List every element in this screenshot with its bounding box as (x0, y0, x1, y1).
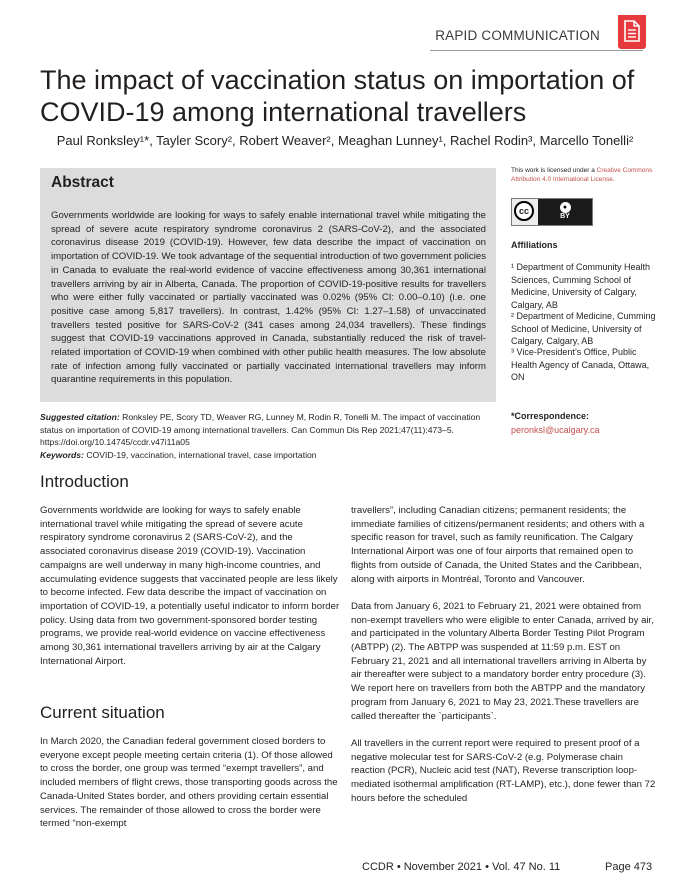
journal-footer: CCDR • November 2021 • Vol. 47 No. 11 (362, 861, 561, 873)
current-situation-text: In March 2020, the Canadian federal government closed borders to everyone except people meeting certain criteria (1). Of those allowed to cross the border, one group was termed “exempt travellers”, and included members of flight crews, those transporting goods across the Canada-United States border, and others providing certain essential services. The remainder of those allowed to cross the border were termed “non-exempt (40, 736, 338, 830)
correspondence-email[interactable]: peronksl@ucalgary.ca (511, 425, 600, 435)
cc-icon: cc (514, 201, 534, 221)
right-column (351, 504, 656, 819)
license-link[interactable]: Creative Commons Attribution 4.0 International License (511, 167, 653, 183)
affiliations-heading: Affiliations (511, 240, 558, 250)
correspondence-label: *Correspondence: (511, 411, 590, 421)
introduction-heading: Introduction (40, 472, 129, 491)
by-icon: ● BY (538, 199, 592, 225)
paragraph: All travellers in the current report were required to present proof of a negative molecular test for SARS-CoV-2 (e.g. Polymerase chain reaction (PCR), Nucleic acid test (NAT), Reverse transcription loop-mediated isothermal amplification (RT-LAMP), etc.), done fewer than 72 hours before the scheduled (351, 737, 656, 804)
article-title: The impact of vaccination status on importation of COVID-19 among international travellers (40, 65, 635, 127)
page-number: Page 473 (605, 861, 653, 873)
current-situation-heading: Current situation (40, 703, 165, 722)
paragraph: Data from January 6, 2021 to February 21, 2021 were obtained from non-exempt travellers who were eligible to enter Canada, arrived by air, and participated in the voluntary Alberta Border Testing Pilot Program (ABTPP) (2). The ABTPP was suspended at 11:59 p.m. EST on February 21, 2021 and all international travellers arriving in Alberta by air thereafter were subject to a mandatory border entry procedure (3). We report here on travellers from both the ABTPP and the mandatory program from January 6, 2021 to May 23, 2021.These travellers are called thereafter the `participants`. (351, 600, 654, 722)
affiliation-1: ¹ Department of Community Health Sciences, Cumming School of Medicine, University of Calgary, Calgary, AB (511, 262, 651, 310)
document-icon (618, 15, 646, 49)
license-note: This work is licensed under a Creative Commons Attribution 4.0 International License. (511, 167, 653, 183)
affiliation-2: ² Department of Medicine, Cumming School of Medicine, University of Calgary, Calgary, AB (511, 311, 656, 347)
paragraph: travellers”, including Canadian citizens; permanent residents; the immediate families of citizens/permanent residents; and others with a specific reason for travel, such as family reunification. The Calgary International Airport was one of four airports that remained open to flights from outside of Canada, the United States and the Caribbean, along with airports in Montréal, Toronto and Vancouver. (351, 505, 645, 585)
cc-by-badge[interactable] (511, 198, 593, 226)
affiliation-3: ³ Vice-President’s Office, Public Health Agency of Canada, Ottawa, ON (511, 347, 650, 383)
keywords: Keywords: COVID-19, vaccination, international travel, case importation (40, 450, 317, 460)
section-label: RAPID COMMUNICATION (435, 28, 600, 43)
abstract-heading: Abstract (51, 174, 114, 191)
introduction-text: Governments worldwide are looking for ways to safely enable international travel while mitigating the spread of severe acute respiratory syndrome coronavirus 2 (SARS-CoV-2), and the associated coronavirus disease 2019 (COVID-19). Vaccination campaigns are well underway in many high-income countries, and accumulating evidence suggests that vaccinated people are less likely to become infected. Few data describe the impact of vaccination on importation of COVID-19, a potentially useful indicator to inform border policy. Using data from two government-sponsored border testing programs, we provide real-world evidence on vaccine effectiveness among 30,361 international travellers arriving by air at the Calgary International Airport. (40, 505, 340, 667)
suggested-citation: Suggested citation: Ronksley PE, Scory TD, Weaver RG, Lunney M, Rodin R, Tonelli M. The impact of vaccination status on importation of COVID-19 among international travellers. Can Commun Dis Rep 2021;47(11):473–5. https://doi.org/10.14745/ccdr.v47i11a05 (40, 412, 481, 447)
header-rule (430, 50, 643, 51)
author-list: Paul Ronksley¹*, Tayler Scory², Robert Weaver², Meaghan Lunney¹, Rachel Rodin³, Marcello Tonelli² (56, 133, 634, 148)
abstract-text: Governments worldwide are looking for ways to safely enable international travel while mitigating the spread of severe acute respiratory syndrome coronavirus 2 (SARS-CoV-2), and the associated coronavirus disease 2019 (COVID-19). However, few data describe the impact of vaccination on importation of COVID-19. We took advantage of the sequential introduction of two government policies in Canada to evaluate the real-world evidence of vaccine effectiveness among 30,361 international travellers arriving by air in Alberta, Canada. The proportion of COVID-19-positive results for travellers who were either fully vaccinated or partially vaccinated was 0.02% (95% CI: 0.00–0.10) (i.e. one positive case among 5,817 travellers). In contrast, 1.42% (95% CI: 1.27–1.58) of unvaccinated travellers tested positive for SARS-CoV-2 (341 cases among 24,034 travellers). These findings suggest that COVID-19 vaccinations approved in Canada, substantially reduced the risk of travel-related importation of COVID-19 when combined with other public health measures. The low absolute rate of infection among fully vaccinated or partially vaccinated international travellers may inform quarantine requirements in this population. (51, 210, 486, 386)
